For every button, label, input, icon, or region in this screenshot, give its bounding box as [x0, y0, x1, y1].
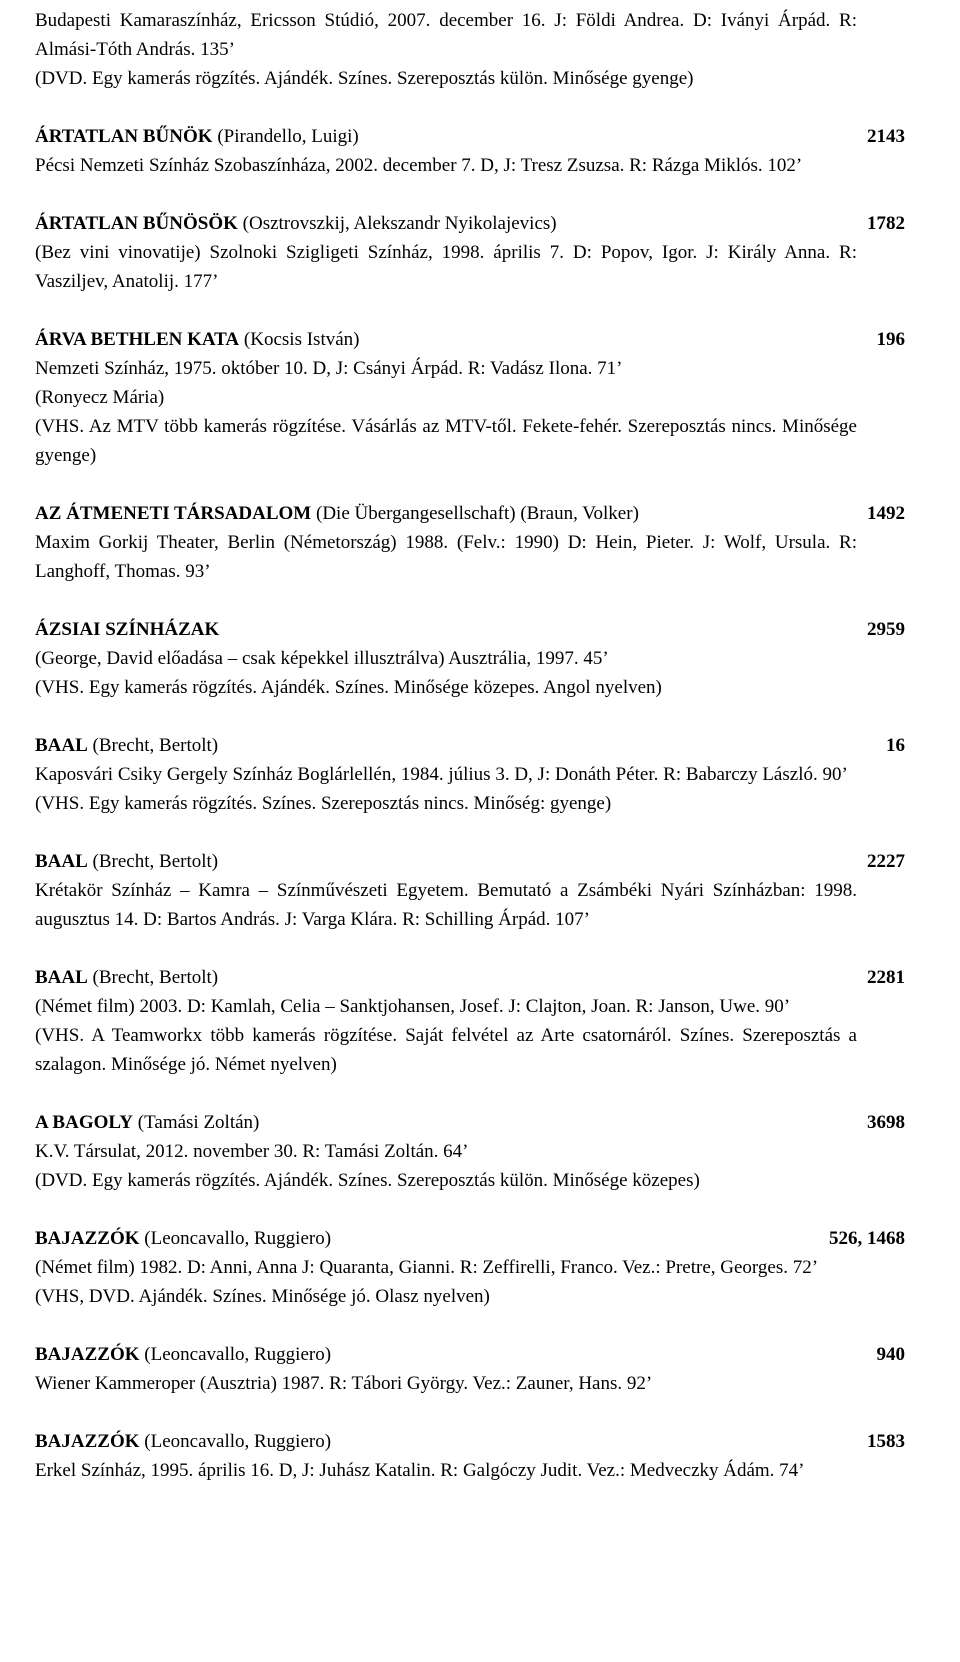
- entry-text: (Német film) 2003. D: Kamlah, Celia – Sanktjohansen, Josef. J: Clajton, Joan. R: Janson, Uwe. 90’: [35, 996, 791, 1017]
- catalog-page: [35, 6, 905, 1514]
- entry-header: [35, 1340, 905, 1369]
- entry-author: (Leoncavallo, Ruggiero): [139, 1344, 332, 1365]
- catalog-entry: [35, 325, 905, 470]
- entry-heading: [35, 209, 557, 238]
- entry-code: 2143: [867, 126, 905, 147]
- entry-header: [35, 963, 905, 992]
- entry-text: (VHS, DVD. Ajándék. Színes. Minősége jó. Olasz nyelven): [35, 1286, 490, 1307]
- entry-header: [35, 1224, 905, 1253]
- entry-header: [35, 325, 905, 354]
- entry-header: [35, 731, 905, 760]
- entry-code: 1583: [867, 1431, 905, 1452]
- entry-title: ÁRTATLAN BŰNÖK: [35, 126, 213, 147]
- catalog-entry: [35, 122, 905, 180]
- entries-list: [35, 122, 905, 1485]
- entry-heading: [35, 1224, 331, 1253]
- entry-text: K.V. Társulat, 2012. november 30. R: Tamási Zoltán. 64’: [35, 1141, 469, 1162]
- entry-text: Erkel Színház, 1995. április 16. D, J: Juhász Katalin. R: Galgóczy Judit. Vez.: Medveczky Ádám. 74’: [35, 1460, 805, 1481]
- entry-text: (Bez vini vinovatije) Szolnoki Szigligeti Színház, 1998. április 7. D: Popov, Igor. J: Király Anna. R: Vasziljev, Anatolij. 177’: [35, 242, 857, 292]
- entry-title: BAJAZZÓK: [35, 1344, 140, 1365]
- entry-code: 2281: [867, 967, 905, 988]
- entry-text: Krétakör Színház – Kamra – Színművészeti Egyetem. Bemutató a Zsámbéki Nyári Színházban: 1998. augusztus 14. D: Bartos András. J: Varga Klára. R: Schilling Árpád. 107’: [35, 880, 857, 930]
- entry-code: 526, 1468: [829, 1228, 905, 1249]
- entry-author: (Kocsis István): [239, 329, 360, 350]
- entry-code: 940: [876, 1344, 905, 1365]
- entry-author: (Leoncavallo, Ruggiero): [139, 1431, 332, 1452]
- catalog-entry: [35, 963, 905, 1079]
- entry-author: (Brecht, Bertolt): [87, 967, 219, 988]
- entry-text: Maxim Gorkij Theater, Berlin (Németország) 1988. (Felv.: 1990) D: Hein, Pieter. J: Wolf, Ursula. R: Langhoff, Thomas. 93’: [35, 532, 857, 582]
- entry-heading: [35, 122, 359, 151]
- entry-code: 196: [876, 329, 905, 350]
- entry-text: (VHS. Az MTV több kamerás rögzítése. Vásárlás az MTV-től. Fekete-fehér. Szereposztás nincs. Minősége gyenge): [35, 416, 857, 466]
- entry-title: ÁZSIAI SZÍNHÁZAK: [35, 619, 220, 640]
- entry-title: AZ ÁTMENETI TÁRSADALOM: [35, 503, 312, 524]
- entry-header: [35, 1108, 905, 1137]
- entry-author: (Die Übergangesellschaft) (Braun, Volker): [311, 503, 639, 524]
- entry-title: ÁRTATLAN BŰNÖSÖK: [35, 213, 238, 234]
- entry-author: (Leoncavallo, Ruggiero): [139, 1228, 332, 1249]
- entry-code: 3698: [867, 1112, 905, 1133]
- entry-header: [35, 1427, 905, 1456]
- entry-heading: [35, 847, 218, 876]
- entry-header: [35, 615, 905, 644]
- catalog-entry: [35, 731, 905, 818]
- entry-code: 16: [886, 735, 905, 756]
- entry-header: [35, 847, 905, 876]
- entry-title: A BAGOLY: [35, 1112, 134, 1133]
- entry-heading: [35, 1427, 331, 1456]
- entry-heading: [35, 1340, 331, 1369]
- catalog-entry: [35, 615, 905, 702]
- entry-author: (Brecht, Bertolt): [87, 735, 219, 756]
- entry-header: [35, 122, 905, 151]
- entry-code: 1492: [867, 503, 905, 524]
- entry-text: Nemzeti Színház, 1975. október 10. D, J: Csányi Árpád. R: Vadász Ilona. 71’: [35, 358, 623, 379]
- entry-heading: [35, 731, 218, 760]
- entry-text: (Ronyecz Mária): [35, 387, 165, 408]
- entry-text: Kaposvári Csiky Gergely Színház Boglárlellén, 1984. július 3. D, J: Donáth Péter. R: Babarczy László. 90’: [35, 764, 848, 785]
- entry-title: ÁRVA BETHLEN KATA: [35, 329, 240, 350]
- entry-text: Budapesti Kamaraszínház, Ericsson Stúdió, 2007. december 16. J: Földi Andrea. D: Iványi Árpád. R: Almási-Tóth András. 135’: [35, 10, 857, 60]
- entry-title: BAAL: [35, 851, 88, 872]
- entry-heading: [35, 325, 359, 354]
- entry-heading: [35, 1108, 259, 1137]
- entry-text: (Német film) 1982. D: Anni, Anna J: Quaranta, Gianni. R: Zeffirelli, Franco. Vez.: Pretre, Georges. 72’: [35, 1257, 819, 1278]
- catalog-entry: [35, 1340, 905, 1398]
- entry-text: (VHS. A Teamworkx több kamerás rögzítése. Saját felvétel az Arte csatornáról. Színes. Szereposztás a szalagon. Minősége jó. Német nyelven): [35, 1025, 857, 1075]
- entry-code: 2227: [867, 851, 905, 872]
- entry-heading: [35, 963, 218, 992]
- entry-text: (DVD. Egy kamerás rögzítés. Ajándék. Színes. Szereposztás külön. Minősége gyenge): [35, 68, 694, 89]
- entry-text: Wiener Kammeroper (Ausztria) 1987. R: Tábori György. Vez.: Zauner, Hans. 92’: [35, 1373, 653, 1394]
- catalog-entry: [35, 499, 905, 586]
- entry-header: [35, 499, 905, 528]
- entry-author: (Osztrovszkij, Alekszandr Nyikolajevics): [237, 213, 557, 234]
- entry-heading: [35, 499, 639, 528]
- entry-author: (Brecht, Bertolt): [87, 851, 219, 872]
- entry-title: BAAL: [35, 735, 88, 756]
- catalog-entry: [35, 1224, 905, 1311]
- entry-header: [35, 209, 905, 238]
- entry-title: BAJAZZÓK: [35, 1228, 140, 1249]
- entry-text: (VHS. Egy kamerás rögzítés. Ajándék. Színes. Minősége közepes. Angol nyelven): [35, 677, 662, 698]
- entry-title: BAJAZZÓK: [35, 1431, 140, 1452]
- catalog-entry: [35, 209, 905, 296]
- entry-text: (VHS. Egy kamerás rögzítés. Színes. Szereposztás nincs. Minőség: gyenge): [35, 793, 612, 814]
- catalog-entry: [35, 1427, 905, 1485]
- entry-code: 2959: [867, 619, 905, 640]
- entry-author: (Tamási Zoltán): [133, 1112, 260, 1133]
- catalog-entry: [35, 1108, 905, 1195]
- entry-text: (George, David előadása – csak képekkel illusztrálva) Ausztrália, 1997. 45’: [35, 648, 609, 669]
- entry-text: (DVD. Egy kamerás rögzítés. Ajándék. Színes. Szereposztás külön. Minősége közepes): [35, 1170, 700, 1191]
- catalog-entry: [35, 847, 905, 934]
- entry-heading: [35, 615, 219, 644]
- entry-text: Pécsi Nemzeti Színház Szobaszínháza, 2002. december 7. D, J: Tresz Zsuzsa. R: Rázga Miklós. 102’: [35, 155, 803, 176]
- entry-title: BAAL: [35, 967, 88, 988]
- intro-entry: [35, 6, 905, 93]
- entry-author: (Pirandello, Luigi): [212, 126, 359, 147]
- entry-code: 1782: [867, 213, 905, 234]
